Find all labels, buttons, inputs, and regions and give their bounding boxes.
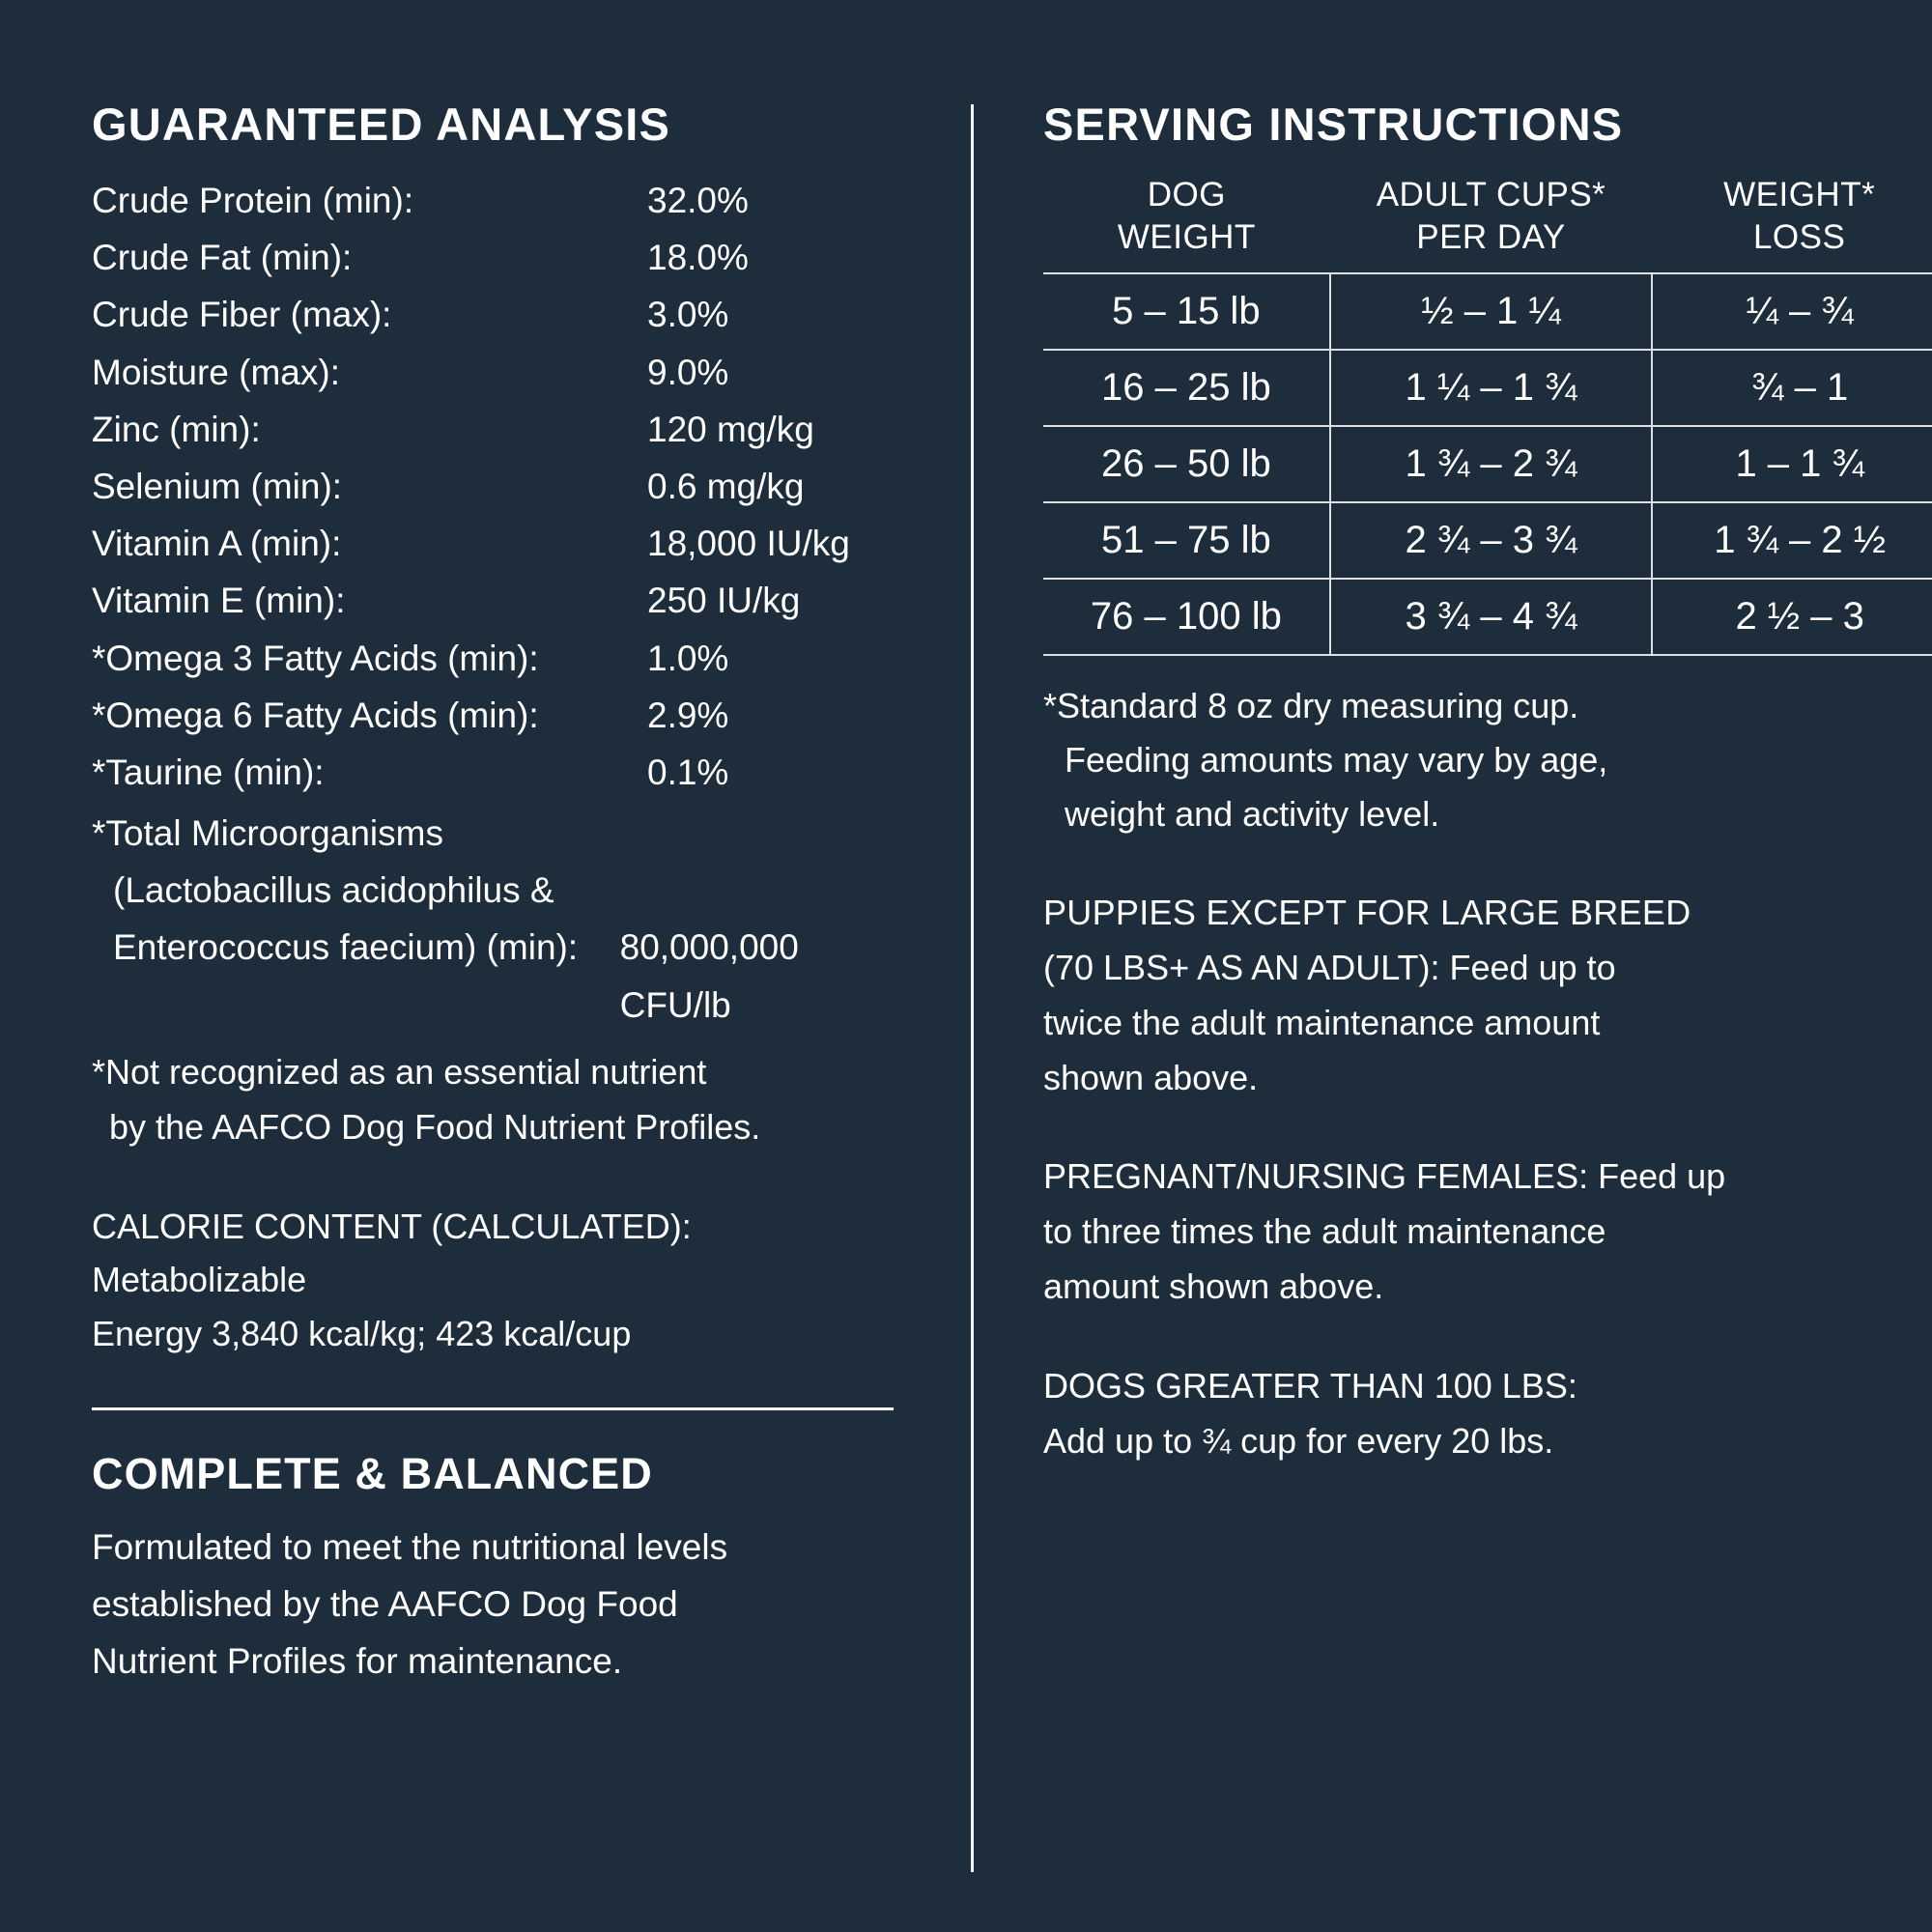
guaranteed-analysis-section xyxy=(92,101,932,1893)
analysis-value: 9.0% xyxy=(647,352,729,392)
analysis-row xyxy=(92,515,894,572)
balanced-line-2: established by the AAFCO Dog Food xyxy=(92,1584,678,1625)
cell-adult-cups: 1 ¼ – 1 ¾ xyxy=(1330,350,1653,426)
column-divider xyxy=(971,104,974,1872)
analysis-value: 3.0% xyxy=(647,295,729,335)
aafco-footnote-line-1: *Not recognized as an essential nutrient xyxy=(92,1051,707,1092)
cell-dog-weight: 26 – 50 lb xyxy=(1043,426,1330,502)
analysis-label: Crude Fiber (max): xyxy=(92,295,392,335)
analysis-row xyxy=(92,229,894,286)
aafco-footnote xyxy=(92,1045,894,1155)
analysis-label: Crude Fat (min): xyxy=(92,238,353,278)
cell-adult-cups: 2 ¾ – 3 ¾ xyxy=(1330,502,1653,579)
analysis-row xyxy=(92,744,894,801)
calorie-line-1: CALORIE CONTENT (CALCULATED): Metabolizable xyxy=(92,1206,692,1300)
cell-weight-loss: 1 – 1 ¾ xyxy=(1652,426,1932,502)
aafco-footnote-line-2: by the AAFCO Dog Food Nutrient Profiles. xyxy=(109,1106,761,1147)
analysis-label: *Omega 6 Fatty Acids (min): xyxy=(92,695,539,735)
analysis-row xyxy=(92,344,894,401)
column-header-weight-loss xyxy=(1652,172,1932,273)
analysis-label: Vitamin E (min): xyxy=(92,581,346,621)
cell-weight-loss: ¼ – ¾ xyxy=(1652,273,1932,350)
analysis-value: 32.0% xyxy=(647,181,749,220)
analysis-row xyxy=(92,401,894,458)
analysis-row xyxy=(92,687,894,744)
column-header-adult-cups xyxy=(1330,172,1653,273)
header-line-1: DOG xyxy=(1147,176,1226,213)
puppies-line-2: (70 LBS+ AS AN ADULT): Feed up to xyxy=(1043,947,1616,987)
analysis-row xyxy=(92,172,894,229)
calorie-content xyxy=(92,1200,894,1361)
analysis-row xyxy=(92,458,894,515)
puppies-feeding-note xyxy=(1043,886,1932,1106)
microorganisms-value: 80,000,000 CFU/lb xyxy=(619,927,799,1025)
table-row xyxy=(1043,502,1932,579)
analysis-value: 2.9% xyxy=(647,695,729,735)
microorganisms-entry xyxy=(92,805,894,1034)
analysis-value: 0.1% xyxy=(647,752,729,792)
analysis-row xyxy=(92,572,894,629)
page-title: GUARANTEED ANALYSIS xyxy=(92,99,671,150)
header-line-2: LOSS xyxy=(1752,217,1846,256)
cell-weight-loss: ¾ – 1 xyxy=(1652,350,1932,426)
analysis-value: 18.0% xyxy=(647,238,749,278)
cell-weight-loss: 2 ½ – 3 xyxy=(1652,579,1932,655)
analysis-label: Crude Protein (min): xyxy=(92,181,414,220)
serving-table xyxy=(1043,172,1932,656)
analysis-label: Vitamin A (min): xyxy=(92,524,342,564)
cell-dog-weight: 16 – 25 lb xyxy=(1043,350,1330,426)
complete-balanced-body xyxy=(92,1519,845,1690)
pregnant-nursing-note xyxy=(1043,1150,1932,1315)
analysis-row xyxy=(92,630,894,687)
analysis-label: *Omega 3 Fatty Acids (min): xyxy=(92,638,539,678)
cell-dog-weight: 5 – 15 lb xyxy=(1043,273,1330,350)
header-line-2: PER DAY xyxy=(1416,217,1566,256)
table-header-row xyxy=(1043,172,1932,273)
pregnant-line-3: amount shown above. xyxy=(1043,1266,1384,1307)
section-divider xyxy=(92,1407,894,1410)
column-header-dog-weight xyxy=(1043,172,1330,273)
analysis-value: 120 mg/kg xyxy=(647,409,814,449)
puppies-line-3: twice the adult maintenance amount xyxy=(1043,1002,1601,1042)
header-line-2: WEIGHT xyxy=(1117,217,1256,256)
analysis-label: *Taurine (min): xyxy=(92,752,325,792)
analysis-value: 0.6 mg/kg xyxy=(647,466,805,506)
microorganisms-line-1: *Total Microorganisms xyxy=(92,813,443,854)
serving-instructions-section xyxy=(1043,101,1932,1893)
large-dogs-line-2: Add up to ¾ cup for every 20 lbs. xyxy=(1043,1420,1554,1461)
table-row xyxy=(1043,273,1932,350)
analysis-value: 1.0% xyxy=(647,638,729,678)
cell-weight-loss: 1 ¾ – 2 ½ xyxy=(1652,502,1932,579)
header-line-1: ADULT CUPS* xyxy=(1376,176,1606,213)
large-dogs-note xyxy=(1043,1359,1932,1469)
cell-dog-weight: 76 – 100 lb xyxy=(1043,579,1330,655)
large-dogs-line-1: DOGS GREATER THAN 100 LBS: xyxy=(1043,1366,1577,1406)
balanced-line-1: Formulated to meet the nutritional levels xyxy=(92,1526,728,1567)
table-row xyxy=(1043,426,1932,502)
pregnant-line-2: to three times the adult maintenance xyxy=(1043,1211,1606,1252)
footnote-line-2: Feeding amounts may vary by age, xyxy=(1065,739,1608,780)
measuring-cup-footnote xyxy=(1043,679,1932,841)
balanced-line-3: Nutrient Profiles for maintenance. xyxy=(92,1641,623,1682)
serving-instructions-title: SERVING INSTRUCTIONS xyxy=(1043,99,1624,150)
analysis-label: Selenium (min): xyxy=(92,466,343,506)
microorganisms-line-2: (Lactobacillus acidophilus & xyxy=(113,870,554,911)
footnote-line-3: weight and activity level. xyxy=(1065,793,1440,834)
cell-adult-cups: 1 ¾ – 2 ¾ xyxy=(1330,426,1653,502)
microorganisms-line-3: Enterococcus faecium) (min): xyxy=(113,927,579,968)
analysis-value: 250 IU/kg xyxy=(647,581,801,621)
complete-balanced-title: COMPLETE & BALANCED xyxy=(92,1448,653,1498)
puppies-line-4: shown above. xyxy=(1043,1057,1259,1097)
calorie-line-2: Energy 3,840 kcal/kg; 423 kcal/cup xyxy=(92,1314,632,1354)
analysis-value: 18,000 IU/kg xyxy=(647,524,850,564)
cell-adult-cups: 3 ¾ – 4 ¾ xyxy=(1330,579,1653,655)
cell-adult-cups: ½ – 1 ¼ xyxy=(1330,273,1653,350)
cell-dog-weight: 51 – 75 lb xyxy=(1043,502,1330,579)
footnote-line-1: *Standard 8 oz dry measuring cup. xyxy=(1043,685,1579,725)
table-row xyxy=(1043,579,1932,655)
pregnant-line-1: PREGNANT/NURSING FEMALES: Feed up xyxy=(1043,1156,1726,1197)
analysis-label: Moisture (max): xyxy=(92,352,340,392)
header-line-1: WEIGHT* xyxy=(1723,176,1876,213)
analysis-row xyxy=(92,286,894,343)
table-row xyxy=(1043,350,1932,426)
analysis-label: Zinc (min): xyxy=(92,409,261,449)
puppies-line-1: PUPPIES EXCEPT FOR LARGE BREED xyxy=(1043,892,1691,932)
